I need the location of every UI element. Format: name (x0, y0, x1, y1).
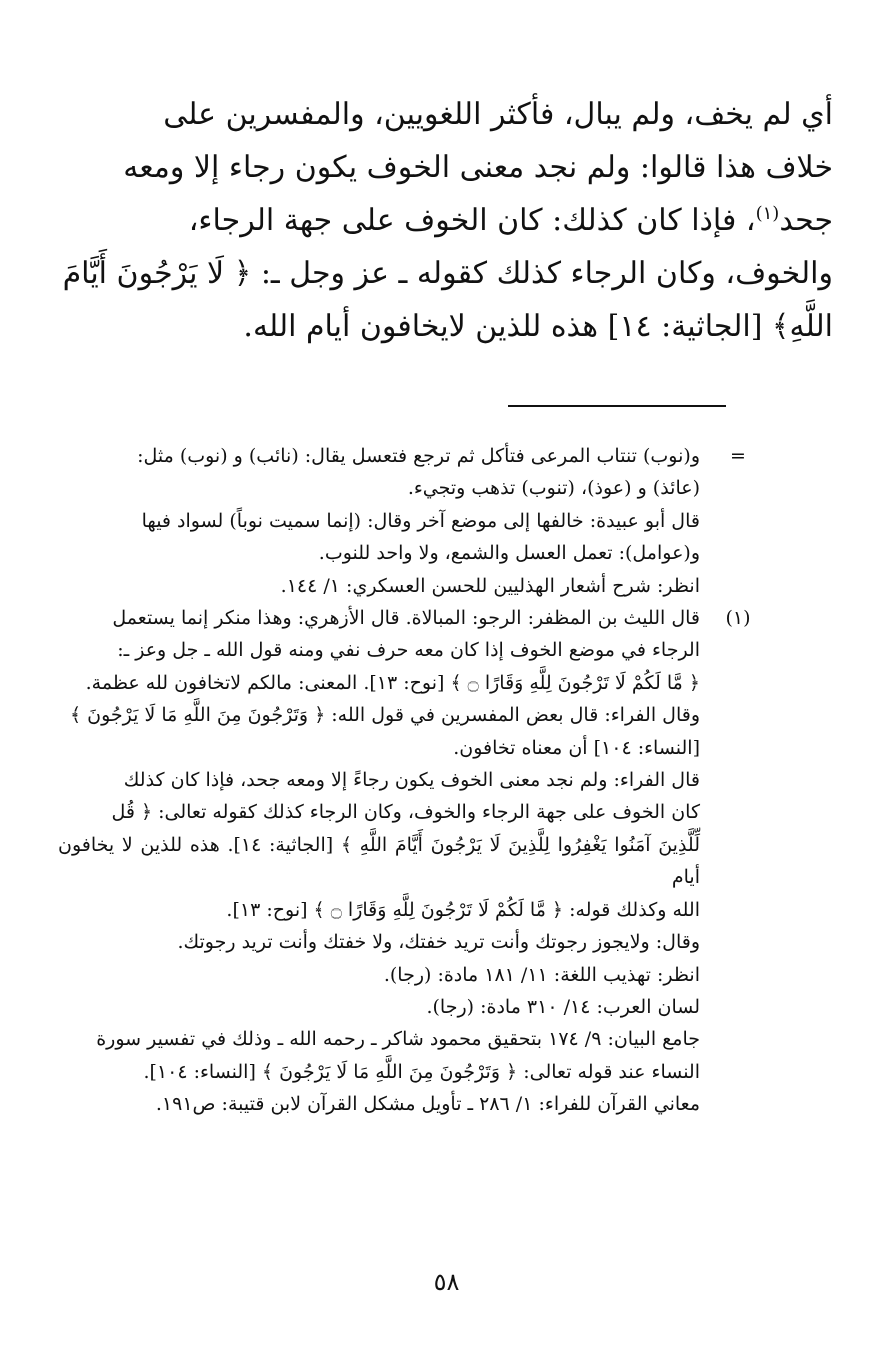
footnote-1 (58, 602, 758, 1121)
footnotes-section (58, 440, 758, 1121)
footnote-line: الله وكذلك قوله: ﴿ مَّا لَكُمْ لَا تَرْجُونَ لِلَّهِ وَقَارًا ۝ ﴾ [نوح: ١٣]. (226, 898, 700, 921)
footnote-line: كان الخوف على جهة الرجاء والخوف، وكان الرجاء كذلك كقوله تعالى: ﴿ قُل (111, 801, 700, 824)
footnote-line: انظر: تهذيب اللغة: ١١/ ١٨١ مادة: (رجا). (383, 963, 700, 986)
footnote-line: و(نوب) تنتاب المرعى فتأكل ثم ترجع فتعسل يقال: (نائب) و (نوب) مثل: (137, 445, 700, 467)
footnote-line: انظر: شرح أشعار الهذليين للحسن العسكري: ١/ ١٤٤. (280, 574, 700, 597)
footnote-reference[interactable]: (١) (755, 203, 780, 224)
main-line (58, 194, 833, 247)
footnote-line: قال أبو عبيدة: خالفها إلى موضع آخر وقال: (إنما سميت نوباً) لسواد فيها (141, 509, 700, 532)
footnote-line: قال الفراء: ولم نجد معنى الخوف يكون رجاءً إلا ومعه جحد، فإذا كان كذلك (123, 769, 700, 792)
footnote-line: [النساء: ١٠٤] أن معناه تخافون. (453, 736, 700, 759)
main-line: والخوف، وكان الرجاء كذلك كقوله ـ عز وجل ـ: ﴿ لَا يَرْجُونَ أَيَّامَ (62, 256, 833, 291)
footnote-continuation (58, 440, 758, 602)
footnote-number: (١) (725, 607, 751, 630)
main-line: أي لم يخف، ولم يبال، فأكثر اللغويين، والمفسرين على (163, 97, 833, 132)
page-number: ٥٨ (433, 1268, 460, 1296)
footnote-line: وقال: ولايجوز رجوتك وأنت تريد خفتك، ولا خفتك وأنت تريد رجوتك. (177, 931, 700, 954)
main-line-rest: ، فإذا كان كذلك: كان الخوف على جهة الرجاء، (188, 203, 756, 238)
footnote-line: وقال الفراء: قال بعض المفسرين في قول الله: ﴿ وَتَرْجُونَ مِنَ اللَّهِ مَا لَا يَرْجُونَ ﴾ (69, 704, 700, 727)
footnote-line: الرجاء في موضع الخوف إذا كان معه حرف نفي ومنه قول الله ـ جل وعز ـ: (117, 639, 700, 662)
footnote-line: النساء عند قوله تعالى: ﴿ وَتَرْجُونَ مِنَ اللَّهِ مَا لَا يَرْجُونَ ﴾ [النساء: ١٠٤]. (143, 1060, 700, 1083)
footnote-line: و(عوامل): تعمل العسل والشمع، ولا واحد للنوب. (318, 542, 700, 565)
footnote-line: قال الليث بن المظفر: الرجو: المبالاة. قال الأزهري: وهذا منكر إنما يستعمل (112, 607, 700, 630)
main-body-text (58, 88, 833, 353)
main-line: خلاف هذا قالوا: ولم نجد معنى الخوف يكون رجاء إلا ومعه (123, 150, 833, 185)
continuation-marker: = (730, 445, 746, 467)
footnote-line: معاني القرآن للفراء: ١/ ٢٨٦ ـ تأويل مشكل القرآن لابن قتيبة: ص١٩١. (155, 1093, 700, 1116)
footnote-line: ﴿ مَّا لَكُمْ لَا تَرْجُونَ لِلَّهِ وَقَارًا ۝ ﴾ [نوح: ١٣]. المعنى: مالكم لاتخافون لله عظمة. (85, 671, 700, 694)
footnote-line: جامع البيان: ٩/ ١٧٤ بتحقيق محمود شاكر ـ رحمه الله ـ وذلك في تفسير سورة (96, 1028, 700, 1051)
footnote-separator (508, 405, 726, 407)
footnote-line: لسان العرب: ١٤/ ٣١٠ مادة: (رجا). (426, 995, 700, 1018)
footnote-line: لِّلَّذِينَ آمَنُوا يَغْفِرُوا لِلَّذِينَ لَا يَرْجُونَ أَيَّامَ اللَّهِ ﴾ [الجاثية: ١٤]. هذه للذين لا يخافون أيام (58, 833, 701, 889)
main-line-start: جحد (779, 203, 833, 238)
main-line: اللَّهِ﴾ [الجاثية: ١٤] هذه للذين لايخافون أيام الله. (243, 309, 833, 344)
footnote-line: (عائذ) و (عوذ)، (تنوب) تذهب وتجيء. (407, 477, 700, 500)
